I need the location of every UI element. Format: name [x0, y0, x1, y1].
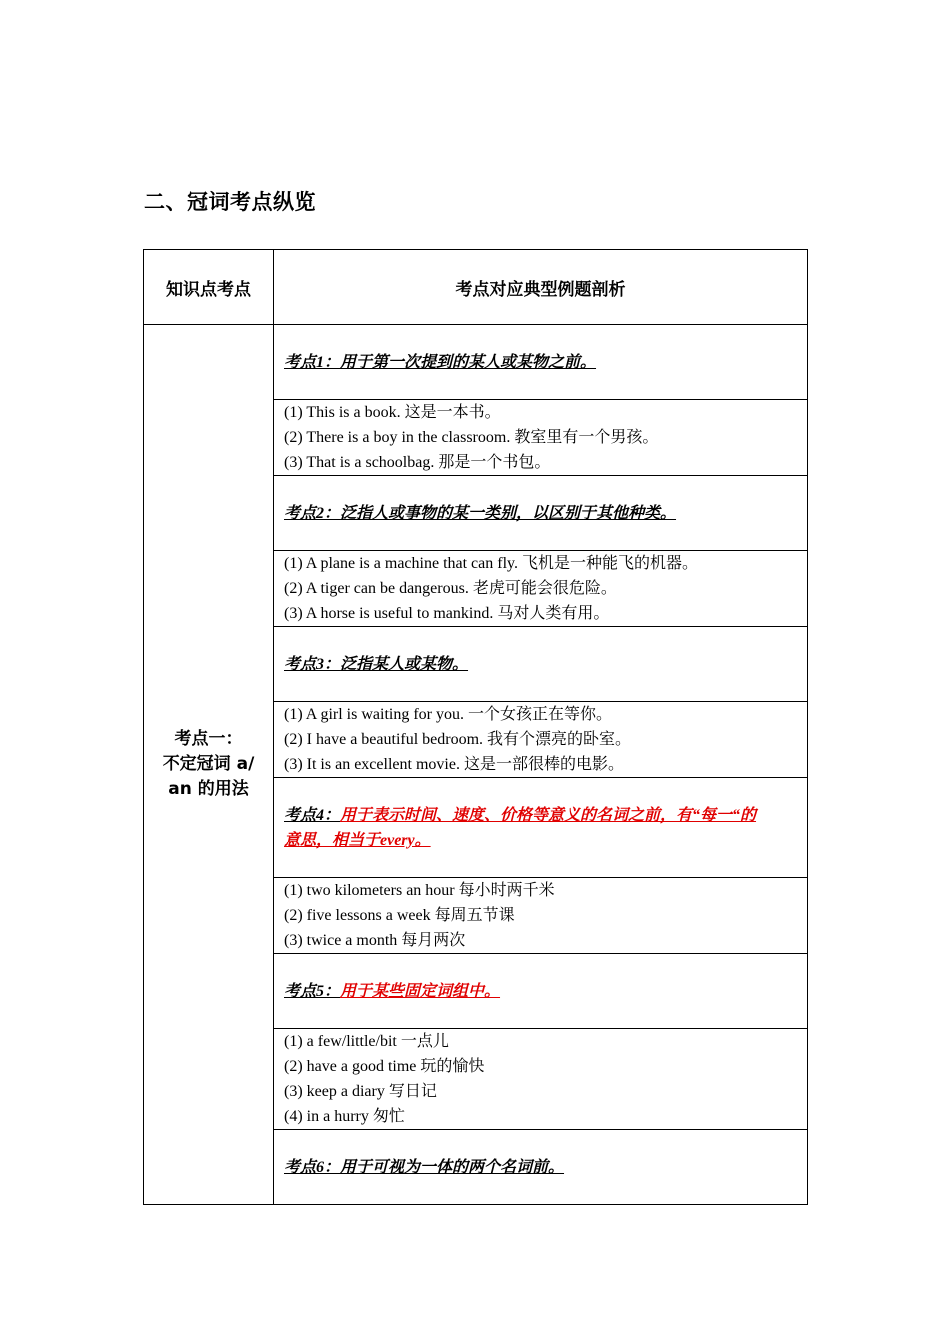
point-label: 考点6：	[284, 1158, 341, 1176]
example-line: (3) It is an excellent movie. 这是一部很棒的电影。	[284, 756, 624, 773]
example-line: (2) five lessons a week 每周五节课	[284, 907, 515, 924]
examples-cell	[274, 400, 808, 476]
point-label: 考点1：	[284, 353, 341, 371]
point-title	[274, 476, 808, 551]
point-text: 用于某些固定词组中。	[340, 982, 501, 1000]
topic-cell	[144, 325, 274, 1205]
article-points-table	[143, 249, 808, 1205]
point-text: 用于表示时间、速度、价格等意义的名词之前，有“每一“的	[340, 806, 757, 824]
point-text: 意思，相当于every。	[284, 831, 431, 849]
point-label: 考点4：	[284, 806, 341, 824]
topic-line: 考点一：	[174, 729, 243, 749]
point-title	[274, 954, 808, 1029]
point-title	[274, 778, 808, 878]
example-line: (2) There is a boy in the classroom. 教室里有一个男孩。	[284, 429, 659, 446]
topic-line: an 的用法	[168, 779, 249, 799]
example-line: (3) A horse is useful to mankind. 马对人类有用。	[284, 605, 610, 622]
example-line: (3) keep a diary 写日记	[284, 1083, 437, 1100]
example-line: (2) A tiger can be dangerous. 老虎可能会很危险。	[284, 580, 617, 597]
point-label: 考点2：	[284, 504, 341, 522]
point-text: 用于可视为一体的两个名词前。	[340, 1158, 565, 1176]
examples-cell	[274, 551, 808, 627]
col2-header: 考点对应典型例题剖析	[274, 250, 808, 325]
examples-cell	[274, 1029, 808, 1130]
example-line: (3) twice a month 每月两次	[284, 932, 466, 949]
example-line: (3) That is a schoolbag. 那是一个书包。	[284, 454, 551, 471]
examples-cell	[274, 878, 808, 954]
point-label: 考点5：	[284, 982, 341, 1000]
example-line: (1) A plane is a machine that can fly. 飞机是一种能飞的机器。	[284, 555, 698, 572]
point-title	[274, 627, 808, 702]
point-row	[144, 325, 808, 400]
point-title	[274, 325, 808, 400]
example-line: (1) two kilometers an hour 每小时两千米	[284, 882, 555, 899]
example-line: (1) a few/little/bit 一点儿	[284, 1033, 449, 1050]
example-line: (1) A girl is waiting for you. 一个女孩正在等你。	[284, 706, 612, 723]
table-header-row	[144, 250, 808, 325]
point-text: 泛指某人或某物。	[340, 655, 469, 673]
example-line: (1) This is a book. 这是一本书。	[284, 404, 501, 421]
example-line: (4) in a hurry 匆忙	[284, 1108, 405, 1125]
point-text: 用于第一次提到的某人或某物之前。	[340, 353, 597, 371]
example-line: (2) have a good time 玩的愉快	[284, 1058, 485, 1075]
example-line: (2) I have a beautiful bedroom. 我有个漂亮的卧室。	[284, 731, 632, 748]
topic-line: 不定冠词 a/	[162, 754, 255, 774]
col1-header: 知识点考点	[144, 250, 274, 325]
point-title	[274, 1130, 808, 1205]
examples-cell	[274, 702, 808, 778]
section-heading: 二、冠词考点纵览	[144, 190, 316, 214]
point-label: 考点3：	[284, 655, 341, 673]
point-text: 泛指人或事物的某一类别，以区别于其他种类。	[340, 504, 677, 522]
